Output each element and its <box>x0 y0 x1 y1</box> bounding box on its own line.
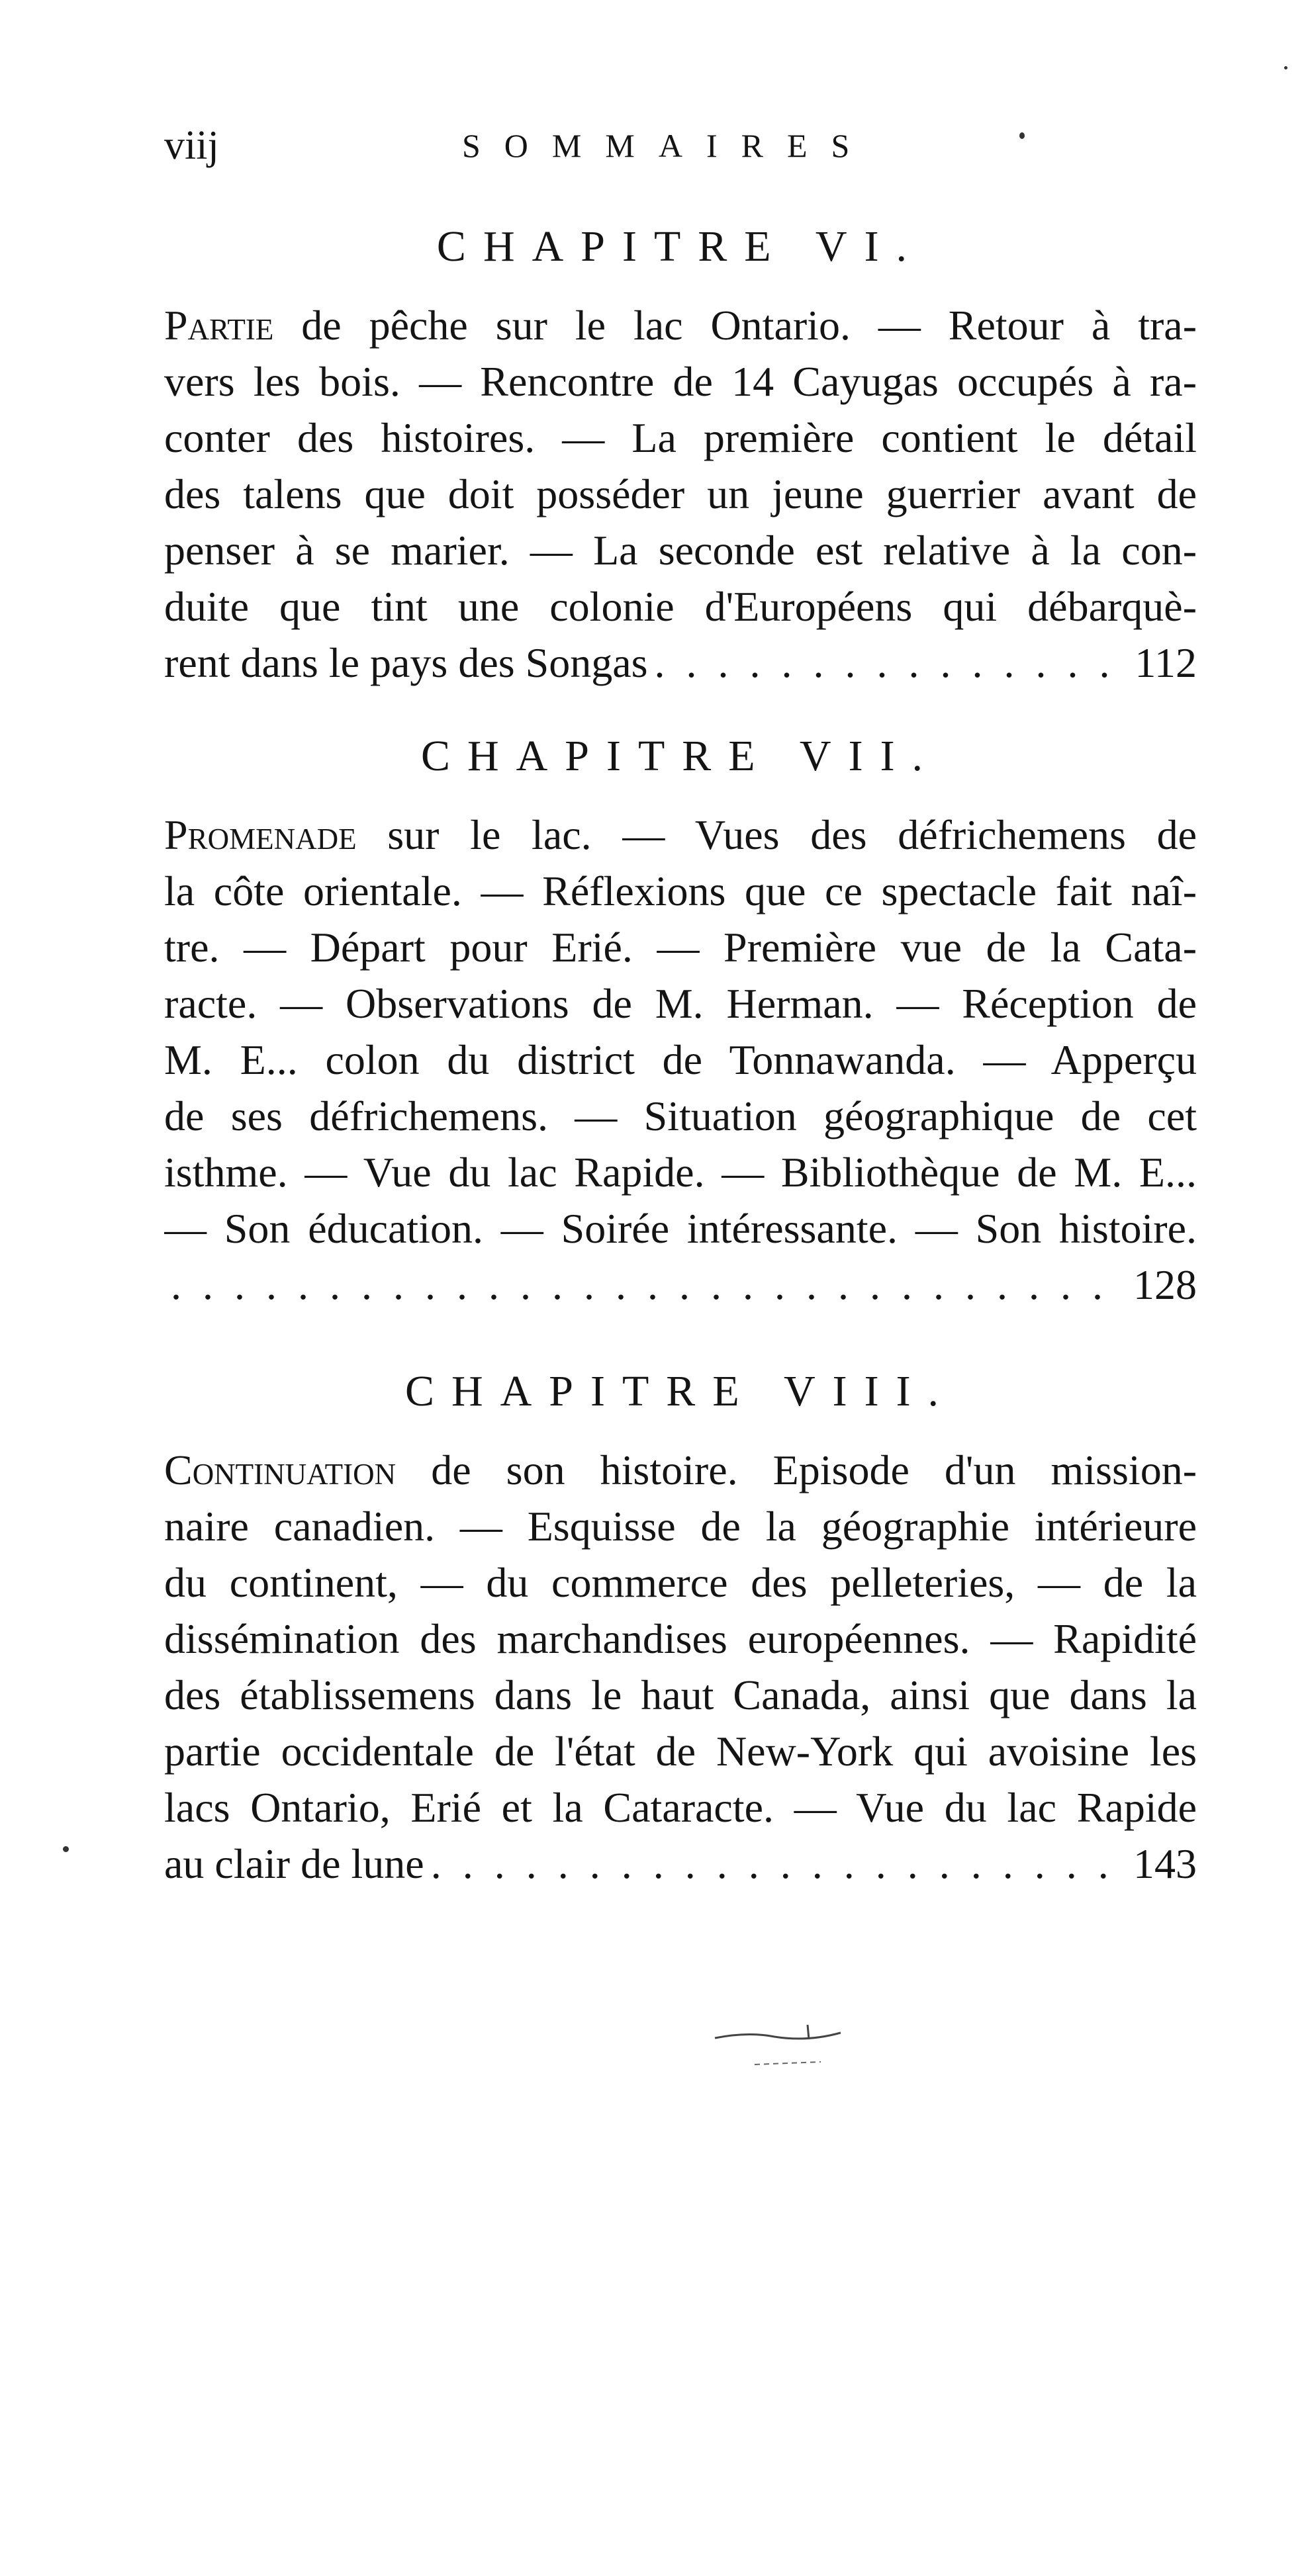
summary-line: naire canadien. — Esquisse de la géographie intérieure <box>164 1503 1197 1550</box>
toc-entry-line <box>164 1836 1197 1892</box>
summary-line: la côte orientale. — Réflexions que ce spectacle fait naî- <box>164 867 1197 914</box>
chapter-title: CHAPITRE VII. <box>420 732 941 780</box>
chapter-summary-text <box>164 297 1197 691</box>
ink-speck <box>1284 66 1287 69</box>
summary-line: au clair de lune <box>164 1840 424 1887</box>
summary-lead-word: Continuation <box>164 1446 396 1493</box>
summary-line: conter des histoires. — La première contient le détail <box>164 414 1197 461</box>
chapter-6-summary <box>164 222 1197 691</box>
dot-leader <box>655 635 1129 691</box>
summary-line: rent dans le pays des Songas <box>164 639 648 686</box>
summary-line: — Son éducation. — Soirée intéressante. — Son histoire. <box>164 1205 1197 1252</box>
summary-lead-word: Promenade <box>164 811 357 858</box>
printer-flourish-mark <box>702 1998 867 2078</box>
summary-line: isthme. — Vue du lac Rapide. — Bibliothèque de M. E... <box>164 1149 1197 1196</box>
ink-speck <box>63 1846 69 1852</box>
summary-line: racte. — Observations de M. Herman. — Réception de <box>164 980 1197 1027</box>
running-title: SOMMAIRES <box>462 127 874 164</box>
summary-line: Partie de pêche sur le lac Ontario. — Retour à tra- <box>164 302 1197 349</box>
chapter-title: CHAPITRE VI. <box>436 222 925 271</box>
toc-entry-line <box>164 635 1197 691</box>
summary-line: vers les bois. — Rencontre de 14 Cayugas occupés à ra- <box>164 358 1197 405</box>
toc-page-number: 143 <box>1133 1840 1197 1887</box>
summary-line: partie occidentale de l'état de New-York qui avoisine les <box>164 1728 1197 1775</box>
toc-page-number: 128 <box>1133 1261 1197 1308</box>
summary-line: de ses défrichemens. — Situation géographique de cet <box>164 1092 1197 1139</box>
toc-entry-line <box>164 1257 1197 1313</box>
summary-line: Promenade sur le lac. — Vues des défrichemens de <box>164 811 1197 858</box>
summary-line: tre. — Départ pour Erié. — Première vue de la Cata- <box>164 924 1197 971</box>
chapter-title: CHAPITRE VIII. <box>404 1367 956 1415</box>
summary-line: du continent, — du commerce des pelleteries, — de la <box>164 1559 1197 1606</box>
summary-line: penser à se marier. — La seconde est relative à la con- <box>164 527 1197 574</box>
summary-line: des talens que doit posséder un jeune guerrier avant de <box>164 470 1197 517</box>
page-number: viij <box>164 123 219 168</box>
chapter-summary-text <box>164 807 1197 1313</box>
chapter-7-summary <box>164 731 1197 1313</box>
dot-leader <box>431 1836 1127 1892</box>
chapter-8-summary <box>164 1366 1197 1892</box>
chapter-summary-text <box>164 1442 1197 1892</box>
summary-line: Continuation de son histoire. Episode d'un mission- <box>164 1446 1197 1493</box>
summary-line: duite que tint une colonie d'Européens qui débarquè- <box>164 583 1197 630</box>
summary-line: M. E... colon du district de Tonnawanda. — Apperçu <box>164 1036 1197 1083</box>
ink-speck <box>1019 132 1025 139</box>
summary-line: lacs Ontario, Erié et la Cataracte. — Vue du lac Rapide <box>164 1784 1197 1831</box>
summary-lead-word: Partie <box>164 302 274 349</box>
running-head <box>164 122 1197 182</box>
dot-leader <box>171 1257 1127 1313</box>
summary-line: des établissemens dans le haut Canada, ainsi que dans la <box>164 1671 1197 1718</box>
toc-page-number: 112 <box>1135 639 1197 686</box>
summary-line: dissémination des marchandises européennes. — Rapidité <box>164 1615 1197 1662</box>
